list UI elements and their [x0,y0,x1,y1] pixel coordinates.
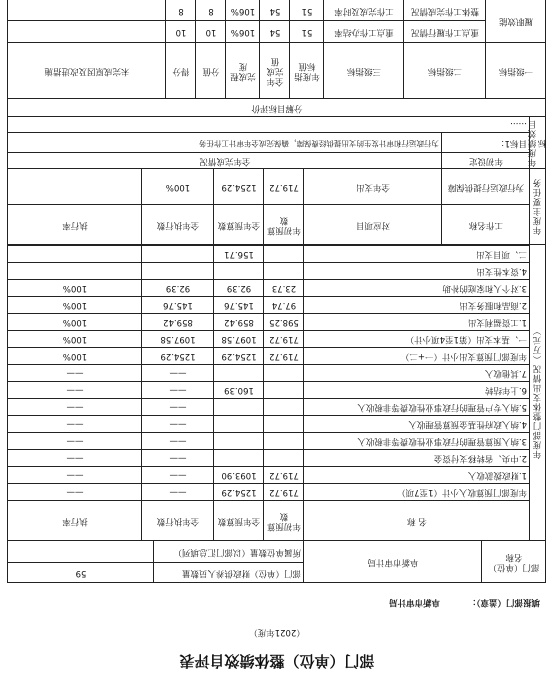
ind-col-score: 分值 [202,66,220,76]
budget-cell-name: 一、基本支出（第1至4项小计） [405,334,527,345]
staff-count-label: 部门（单位）财政供养人员数量 [181,568,301,578]
tasks-col-rate: 执行率 [62,220,88,230]
budget-cell-full: 156.71 [224,249,254,260]
budget-cell-full [214,450,264,467]
indicators-section-title: 分解目标评价 [251,103,303,113]
form-title: 部门（单位）整体绩效自评表 [179,652,375,670]
budget-cell-exec: 1097.58 [160,334,196,345]
budget-cell-exec: —— [169,402,187,413]
goals-side-label: 年度绩效目标 [528,119,548,167]
grid-hline [8,330,530,331]
grid-hline [8,168,546,169]
budget-col-full: 全年预算数 [217,516,261,526]
ind-level1-value: 履职效能 [499,16,534,27]
indicator-cell-l2: 重点工作履行情况 [411,27,480,38]
budget-cell-exec: —— [169,487,187,498]
budget-cell-full: 92.39 [226,283,252,294]
budget-cell-rate: 100% [62,334,88,345]
budget-cell-exec: —— [169,436,187,447]
fill-unit-label: 填报部门（盖章）： [467,597,540,607]
grid-hline [8,116,546,117]
budget-cell-rate: —— [66,402,84,413]
grid-vline [7,0,8,583]
grid-vline [441,133,442,169]
budget-cell-name: 4.纳入政府性基金预算管理收入 [408,419,527,430]
budget-cell-initial: 719.72 [269,351,299,362]
indicator-cell-reason [8,0,166,22]
grid-vline [441,169,442,245]
budget-cell-rate: —— [66,368,84,379]
year-line: （2021年度） [249,627,305,637]
task-row-name: 为行政运行提供保障 [447,182,525,192]
budget-cell-name: 2.商品和服务支出 [459,300,527,311]
staff-count-value: 59 [75,568,87,578]
goal-more: …… [510,120,527,130]
indicator-cell-score: 10 [205,27,217,38]
grid-vline [529,117,530,169]
sub-units-label: 所属单位数量（以部门汇总填列） [173,547,301,557]
indicator-cell-done: 54 [269,5,281,16]
grid-hline [8,42,546,43]
grid-vline [303,245,304,541]
grid-vline [165,0,166,99]
grid-vline [259,0,260,99]
dept-name-value: 阜新市审计局 [367,557,419,567]
grid-hline [8,152,530,153]
budget-cell-exec: —— [169,470,187,481]
budget-cell-exec: 1254.29 [160,351,196,362]
grid-hline [8,466,530,467]
budget-cell-rate: 100% [62,300,88,311]
budget-cell-exec: —— [169,453,187,464]
grid-hline [8,483,530,484]
budget-cell-name: 5.纳入专户管理的行政事业性收费等非税收入 [357,402,527,413]
sub-units-value [8,541,154,563]
budget-cell-name: 2.中央、省转移支付资金 [433,453,527,464]
budget-side-label: 年度部门整体支出情况（万元） [533,326,543,460]
tasks-col-initial: 年初预算数 [266,215,301,235]
budget-cell-full [214,433,264,450]
ind-col-got: 得分 [172,66,190,76]
budget-cell-initial: 719.72 [269,470,299,481]
budget-cell-exec [142,263,214,280]
budget-cell-rate: —— [66,453,84,464]
budget-cell-full [214,416,264,433]
budget-cell-name: 6.上年结转 [484,385,527,396]
budget-cell-full: 1254.29 [221,487,257,498]
budget-cell-name: 1.工资福利支出 [467,317,527,328]
task-row-full: 1254.29 [221,182,257,192]
grid-hline [8,347,530,348]
budget-cell-name: 1.财政拨款收入 [467,470,527,481]
grid-hline [8,500,530,501]
ind-col-rate: 完成程度 [230,61,256,81]
tasks-side-label: 年度主要任务 [533,178,543,236]
budget-cell-full: 160.39 [224,385,254,396]
budget-cell-initial: 23.73 [271,283,297,294]
goals-col-done: 全年完成情况 [199,156,251,166]
budget-cell-rate: —— [66,385,84,396]
budget-col-initial: 年初预算数 [266,511,301,531]
goal-target1-label: 目标1： [496,138,527,148]
grid-vline [481,541,482,583]
grid-hline [8,313,530,314]
budget-cell-initial [264,246,304,263]
indicator-cell-got: 10 [175,27,187,38]
ind-col-reason: 未完成原因及改进措施 [44,66,130,76]
budget-cell-initial: 598.25 [269,317,299,328]
indicator-cell-reason [8,22,166,44]
budget-cell-exec: 859.42 [163,317,193,328]
grid-hline [8,244,546,245]
budget-cell-full: 145.76 [224,300,254,311]
goal-target1-text: 为行政运行和审计发生的支出提供经费保障，确保完成全年审计工作任务 [199,139,439,148]
indicator-cell-got: 8 [178,5,184,16]
grid-vline [303,169,304,245]
indicator-cell-rate: 106% [230,5,256,16]
budget-cell-exec [142,246,214,263]
task-row-exec: 100% [165,182,191,192]
budget-cell-rate: 100% [62,317,88,328]
goals-col-set: 年初设定 [469,156,504,166]
indicator-cell-annual: 51 [301,27,313,38]
budget-cell-name: 3.对个人和家庭的补助 [442,283,527,294]
budget-cell-full: 1093.90 [221,470,257,481]
budget-cell-name: 3.纳入预算管理的行政事业性收费等非税收入 [357,436,527,447]
grid-hline [8,204,530,205]
grid-hline [8,381,530,382]
budget-cell-initial [264,263,304,280]
grid-hline [8,364,530,365]
budget-cell-rate: —— [66,487,84,498]
indicator-cell-score: 8 [208,5,214,16]
budget-cell-full: 1097.58 [221,334,257,345]
budget-col-exec: 全年执行数 [156,516,200,526]
indicator-cell-l3: 重点工作办结率 [334,27,394,38]
budget-cell-exec: —— [169,368,187,379]
tasks-col-exec: 全年执行数 [156,220,200,230]
budget-cell-full [214,263,264,280]
grid-hline [8,582,546,583]
budget-cell-initial [264,450,304,467]
indicator-cell-done: 54 [269,27,281,38]
grid-hline [8,279,530,280]
task-row-rate [8,169,142,205]
indicator-cell-l2: 整体工作完成情况 [411,5,480,16]
budget-cell-exec: —— [169,385,187,396]
ind-col-level3: 三级指标 [347,66,382,76]
budget-cell-initial: 719.72 [269,487,299,498]
budget-cell-initial [264,399,304,416]
ind-col-full-done: 全年完成值 [266,56,284,86]
grid-vline [403,0,404,99]
budget-cell-full [214,365,264,382]
budget-col-name: 名 称 [407,516,427,526]
budget-cell-name: 年度部门预算收入小计（1至7项） [397,487,527,498]
budget-cell-rate: 100% [62,283,88,294]
grid-vline [263,169,264,245]
grid-hline [8,398,530,399]
grid-vline [195,0,196,99]
grid-hline [8,21,486,22]
budget-cell-initial [264,416,304,433]
budget-cell-rate: —— [66,436,84,447]
task-row-initial: 719.72 [269,182,299,192]
task-row-project: 全年支出 [356,182,391,192]
indicator-cell-annual: 51 [301,5,313,16]
budget-cell-name: 7.其他收入 [484,368,527,379]
grid-vline [289,0,290,99]
budget-col-rate: 执行率 [62,516,88,526]
budget-cell-exec: —— [169,419,187,430]
grid-hline [8,245,530,246]
ind-col-level2: 二级指标 [428,66,463,76]
grid-hline [8,132,530,133]
grid-vline [225,0,226,99]
dept-name-label: 部门（单位）名称 [488,552,540,572]
budget-cell-initial: 719.72 [269,334,299,345]
grid-vline [485,0,486,99]
budget-cell-initial [264,365,304,382]
budget-cell-rate: —— [66,470,84,481]
budget-cell-name: 年度部门预算支出小计（一+二） [400,351,527,362]
grid-vline [213,169,214,245]
grid-vline [529,169,530,245]
grid-hline [8,562,304,563]
budget-cell-initial: 97.74 [271,300,297,311]
budget-cell-rate [8,246,142,263]
budget-cell-initial [264,382,304,399]
budget-cell-full: 859.42 [224,317,254,328]
grid-vline [323,0,324,99]
budget-cell-rate [8,263,142,280]
grid-vline [545,0,546,583]
budget-cell-rate: 100% [62,351,88,362]
grid-hline [8,449,530,450]
grid-hline [8,262,530,263]
budget-cell-name: 二、项目支出 [475,249,527,260]
grid-vline [141,169,142,245]
grid-hline [8,432,530,433]
grid-hline [8,415,530,416]
budget-cell-exec: 92.39 [165,283,191,294]
budget-cell-exec: 145.76 [163,300,193,311]
budget-cell-full [214,399,264,416]
grid-hline [8,296,530,297]
budget-cell-rate: —— [66,419,84,430]
indicator-cell-rate: 106% [230,27,256,38]
budget-cell-name: 4.资本性支出 [476,266,527,277]
ind-col-level1: 一级指标 [499,66,534,76]
grid-hline [8,540,546,541]
budget-cell-initial [264,433,304,450]
tasks-col-full: 全年预算数 [217,220,261,230]
grid-vline [213,245,214,541]
fill-unit-value: 阜新市审计局 [388,597,440,607]
grid-vline [141,245,142,541]
indicator-cell-l3: 工作完成及时率 [334,5,394,16]
tasks-col-project: 对应项目 [356,220,391,230]
tasks-col-task: 工作名称 [469,220,504,230]
budget-cell-full: 1254.29 [221,351,257,362]
grid-vline [263,245,264,541]
grid-hline [8,98,546,99]
grid-vline [529,245,530,541]
ind-col-annual: 年度指标值 [294,61,320,81]
